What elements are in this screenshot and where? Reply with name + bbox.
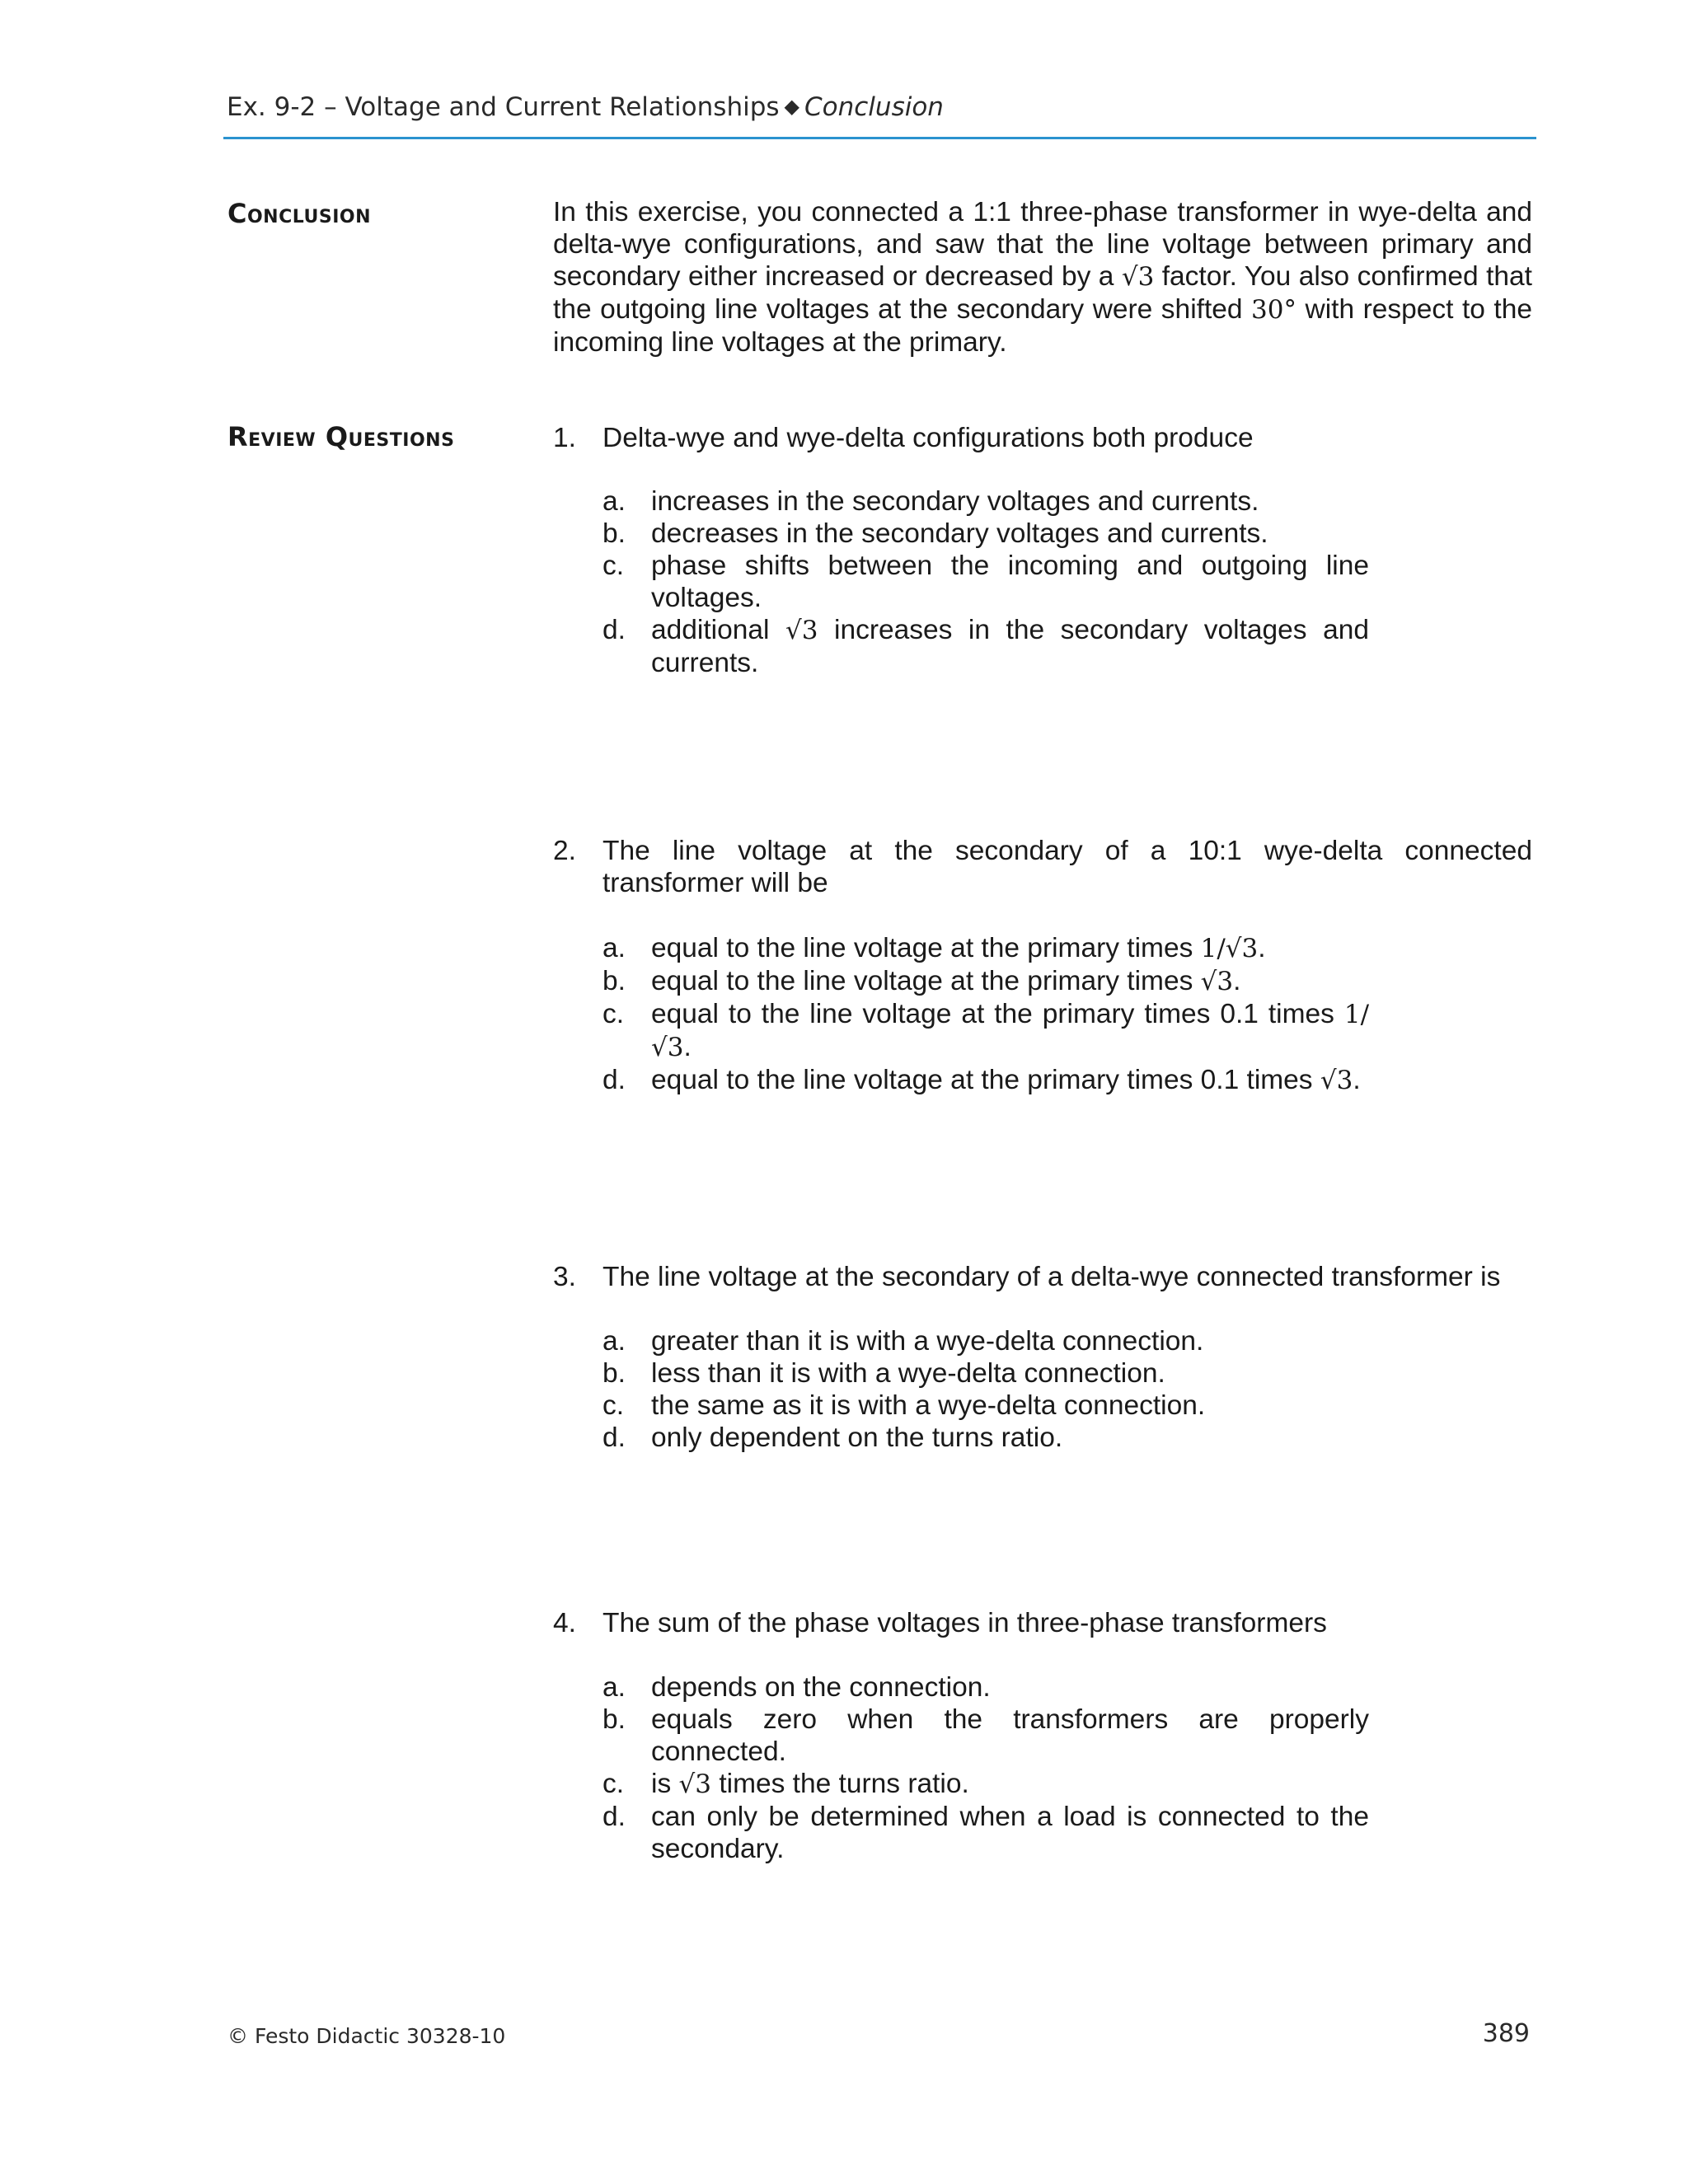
header-rule xyxy=(223,137,1536,139)
copyright-footer: © Festo Didactic 30328-10 xyxy=(227,2024,506,2048)
conclusion-paragraph xyxy=(553,196,1532,359)
option-letter: d. xyxy=(603,615,626,645)
option-text: less than it is with a wye-delta connection. xyxy=(651,1358,1165,1389)
option-text xyxy=(651,965,1369,998)
question-number: 2. xyxy=(553,836,576,866)
answer-option xyxy=(603,550,1369,614)
option-text-before-math: equal to the line voltage at the primary times xyxy=(651,966,1193,996)
math-expression: √3 xyxy=(1200,967,1234,996)
running-header xyxy=(227,92,944,122)
answer-options xyxy=(603,932,1369,1097)
option-letter: d. xyxy=(603,1065,626,1095)
answer-option xyxy=(603,998,1369,1064)
answer-option xyxy=(603,614,1369,679)
option-text-before-math: equal to the line voltage at the primary times 0.1 times xyxy=(651,1065,1313,1095)
option-text: the same as it is with a wye-delta connection. xyxy=(651,1390,1206,1421)
option-letter: c. xyxy=(603,999,625,1029)
question-number: 4. xyxy=(553,1608,576,1638)
conclusion-text-part3: with respect to the incoming line voltages at the primary. xyxy=(553,294,1532,358)
option-text: increases in the secondary voltages and currents. xyxy=(651,486,1259,517)
page-number: 389 xyxy=(1482,2019,1530,2048)
answer-option xyxy=(603,1390,1369,1422)
answer-option xyxy=(603,485,1369,518)
answer-option xyxy=(603,1325,1369,1357)
header-section-name: Conclusion xyxy=(804,92,944,122)
option-text-after-math: . xyxy=(1258,933,1266,963)
option-text-after-math: increases in the secondary voltages and currents. xyxy=(651,615,1369,678)
math-expression: √3 xyxy=(678,1769,711,1799)
sqrt3-symbol: √3 xyxy=(1121,262,1155,292)
option-text-before-math: equal to the line voltage at the primary times xyxy=(651,933,1193,963)
math-expression: 1/√3 xyxy=(651,1000,1370,1062)
answer-option xyxy=(603,965,1369,998)
answer-option xyxy=(603,518,1369,550)
option-letter: b. xyxy=(603,518,626,549)
option-text xyxy=(651,998,1369,1064)
answer-option xyxy=(603,1768,1369,1801)
answer-option xyxy=(603,1357,1369,1390)
option-letter: b. xyxy=(603,1704,626,1735)
option-letter: b. xyxy=(603,966,626,996)
option-text xyxy=(651,1768,1369,1801)
option-text-before-math: additional xyxy=(651,615,770,645)
question-stem: Delta-wye and wye-delta configurations both produce xyxy=(603,423,1254,453)
answer-option xyxy=(603,1801,1369,1865)
answer-option xyxy=(603,1064,1369,1097)
phase-shift-angle: 30° xyxy=(1251,295,1296,325)
option-text: equals zero when the transformers are properly connected. xyxy=(651,1704,1369,1767)
option-letter: a. xyxy=(603,486,626,517)
answer-options xyxy=(603,1671,1369,1865)
option-text-after-math: . xyxy=(683,1032,692,1062)
conclusion-heading: Conclusion xyxy=(227,198,371,229)
option-text-after-math: times the turns ratio. xyxy=(719,1769,969,1799)
answer-option xyxy=(603,1671,1369,1704)
option-text xyxy=(651,1064,1369,1097)
question-stem: The line voltage at the secondary of a delta-wye connected transformer is xyxy=(603,1262,1501,1292)
answer-options xyxy=(603,485,1369,679)
option-text: decreases in the secondary voltages and currents. xyxy=(651,518,1268,549)
question-number: 3. xyxy=(553,1262,576,1292)
option-letter: a. xyxy=(603,933,626,963)
math-expression: √3 xyxy=(1320,1066,1353,1095)
answer-option xyxy=(603,1704,1369,1768)
option-letter: a. xyxy=(603,1326,626,1357)
option-text-before-math: equal to the line voltage at the primary times 0.1 times xyxy=(651,999,1334,1029)
option-letter: a. xyxy=(603,1672,626,1703)
option-text: greater than it is with a wye-delta connection. xyxy=(651,1326,1204,1357)
option-text-after-math: . xyxy=(1353,1065,1361,1095)
option-text: can only be determined when a load is connected to the secondary. xyxy=(651,1802,1369,1864)
option-text: phase shifts between the incoming and outgoing line voltages. xyxy=(651,551,1369,613)
option-letter: d. xyxy=(603,1422,626,1453)
option-letter: c. xyxy=(603,1769,625,1799)
option-text xyxy=(651,614,1369,679)
answer-option xyxy=(603,932,1369,965)
conclusion-text-part2: factor. You also confirmed that the outgoing line voltages at the secondary were shifted xyxy=(553,261,1532,325)
question-number: 1. xyxy=(553,423,576,453)
question-stem: The line voltage at the secondary of a 10:1 wye-delta connected transformer will be xyxy=(603,836,1532,898)
option-letter: c. xyxy=(603,551,625,581)
option-letter: d. xyxy=(603,1802,626,1832)
option-text: depends on the connection. xyxy=(651,1672,991,1703)
option-text: only dependent on the turns ratio. xyxy=(651,1422,1063,1453)
conclusion-text-part1: In this exercise, you connected a 1:1 three-phase transformer in wye-delta and delta-wye configurations, and saw that the line voltage between primary and secondary either increased or decreased by a xyxy=(553,197,1532,292)
math-expression: 1/√3 xyxy=(1200,934,1259,963)
option-text-after-math: . xyxy=(1233,966,1241,996)
question-stem: The sum of the phase voltages in three-phase transformers xyxy=(603,1608,1327,1638)
diamond-separator-icon: ◆ xyxy=(784,95,799,118)
answer-options xyxy=(603,1325,1369,1454)
option-letter: b. xyxy=(603,1358,626,1389)
option-letter: c. xyxy=(603,1390,625,1421)
option-text-before-math: is xyxy=(651,1769,672,1799)
option-text xyxy=(651,932,1369,965)
header-exercise-title: Ex. 9-2 – Voltage and Current Relationships xyxy=(227,92,780,122)
math-expression: √3 xyxy=(785,616,818,645)
review-questions-heading: Review Questions xyxy=(227,421,455,452)
answer-option xyxy=(603,1422,1369,1454)
